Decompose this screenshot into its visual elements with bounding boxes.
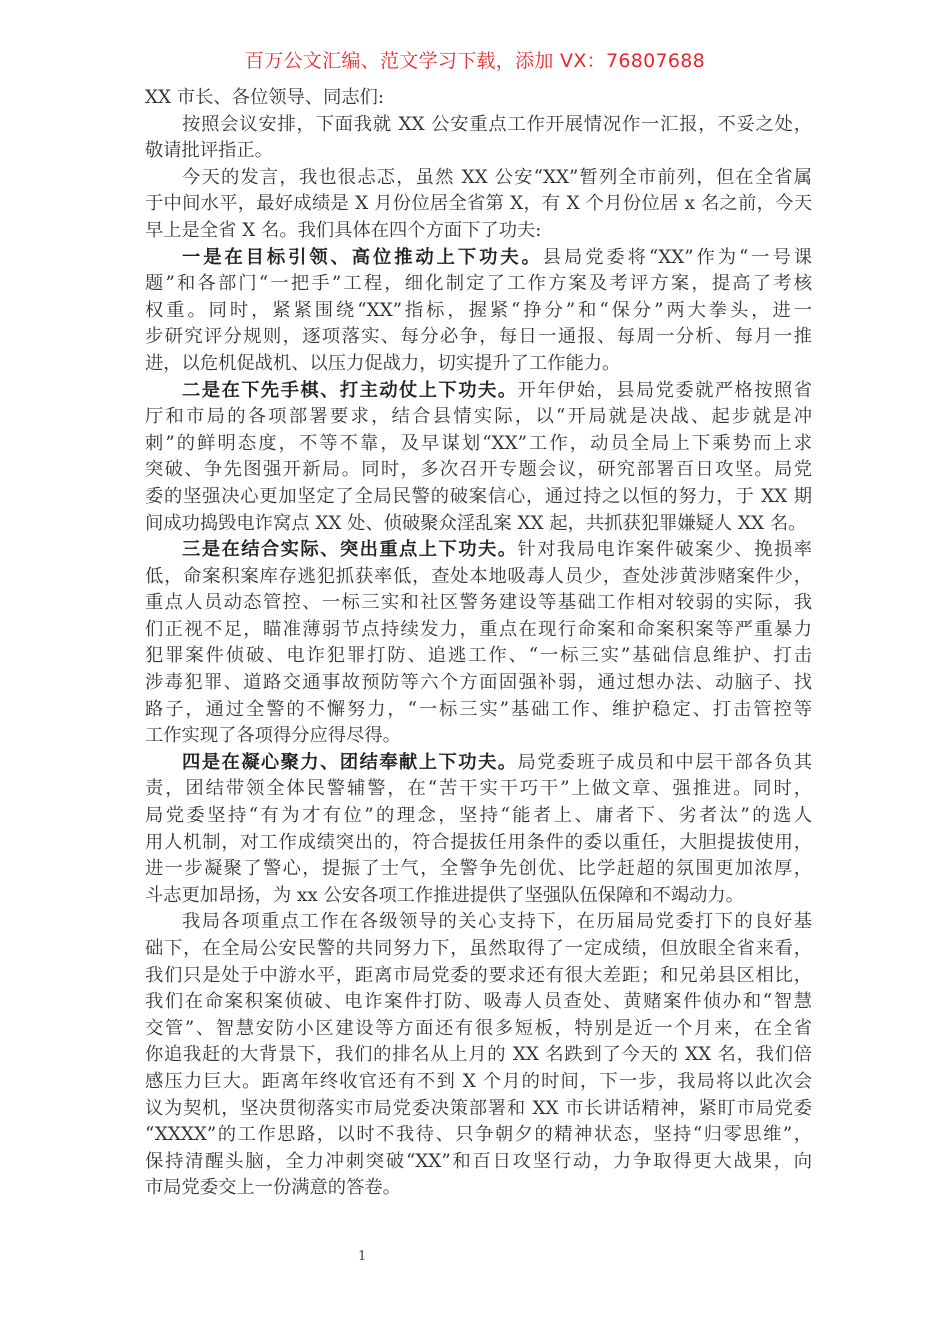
- line-text: 局党委班子成员和中层干部各负其: [517, 751, 813, 773]
- text-line: [145, 404, 812, 431]
- text-line: [145, 165, 812, 192]
- line-text: 议为契机，坚决贯彻落实市局党委决策部署和 XX 市长讲话精神，紧盯市局党委: [145, 1097, 812, 1119]
- paragraph: [145, 750, 812, 910]
- text-line: [145, 963, 812, 990]
- text-line: [145, 1122, 812, 1149]
- text-line: [145, 989, 812, 1016]
- text-line: [145, 670, 812, 697]
- text-line: [145, 723, 812, 750]
- text-line: [145, 883, 812, 910]
- line-text: 按照会议安排，下面我就 XX 公安重点工作开展情况作一汇报，不妥之处，: [182, 113, 812, 135]
- text-line: [145, 537, 812, 564]
- text-line: [145, 324, 812, 351]
- line-text: 重点人员动态管控、一标三实和社区警务建设等基础工作相对较弱的实际，我: [145, 592, 812, 614]
- line-text: 感压力巨大。距离年终收官还有不到 X 个月的时间，下一步，我局将以此次会: [145, 1070, 812, 1092]
- line-text: 步研究评分规则，逐项落实、每分必争，每日一通报、每周一分析、每月一推: [145, 326, 812, 348]
- line-text: 早上是全省 X 名。我们具体在四个方面下了功夫:: [145, 219, 542, 241]
- line-text: 县局党委将“XX”作为“一号课: [542, 246, 812, 268]
- paragraph: [145, 245, 812, 378]
- text-line: [145, 271, 812, 298]
- line-text: 局党委坚持“有为才有位”的理念，坚持“能者上、庸者下、劣者汰”的选人: [145, 805, 812, 827]
- text-line: [145, 936, 812, 963]
- line-text: 我们在命案积案侦破、电诈案件打防、吸毒人员查处、黄赌案件侦办和“智慧: [145, 991, 812, 1013]
- download-banner: 百万公文汇编、范文学习下载，添加 VX：76807688: [244, 50, 706, 72]
- text-line: [145, 457, 812, 484]
- line-text: 开年伊始，县局党委就严格按照省: [517, 379, 813, 401]
- line-text: “XXXX”的工作思路，以时不我待、只争朝夕的精神状态，坚持“归零思维”，: [145, 1124, 812, 1146]
- text-line: [145, 511, 812, 538]
- line-text: 你追我赶的大背景下，我们的排名从上月的 XX 名跌到了今天的 XX 名，我们倍: [145, 1044, 812, 1066]
- line-text: 斗志更加昂扬，为 xx 公安各项工作推进提供了坚强队伍保障和不竭动力。: [145, 884, 744, 906]
- text-line: [145, 617, 812, 644]
- line-text: 权重。同时，紧紧围绕“XX”指标，握紧“挣分”和“保分”两大拳头，进一: [145, 299, 812, 321]
- paragraph-heading: 四是在凝心聚力、团结奉献上下功夫。: [182, 751, 518, 773]
- text-line: [145, 1042, 812, 1069]
- text-line: [145, 909, 812, 936]
- line-text: 犯罪案件侦破、电诈犯罪打防、追逃工作、“一标三实”基础信息维护、打击: [145, 645, 812, 667]
- line-text: 进，以危机促战机、以压力促战力，切实提升了工作能力。: [145, 352, 621, 374]
- text-line: [145, 1175, 812, 1202]
- text-line: [145, 564, 812, 591]
- text-line: [145, 112, 812, 139]
- text-line: [145, 856, 812, 883]
- line-text: 委的坚强决心更加坚定了全局民警的破案信心，通过持之以恒的努力，于 XX 期: [145, 485, 812, 507]
- line-text: 们正视不足，瞄准薄弱节点持续发力，重点在现行命案和命案积案等严重暴力: [145, 618, 812, 640]
- text-line: [145, 378, 812, 405]
- text-line: [145, 218, 812, 245]
- line-text: XX 市长、各位领导、同志们:: [145, 87, 385, 108]
- line-text: 责，团结带领全体民警辅警，在“苦干实干巧干”上做文章、强推进。同时，: [145, 778, 812, 800]
- text-line: [145, 138, 812, 165]
- text-line: [145, 803, 812, 830]
- paragraph: [145, 909, 812, 1202]
- line-text: 于中间水平，最好成绩是 X 月份位居全省第 X，有 X 个月份位居 x 名之前，今天: [145, 193, 812, 215]
- text-line: [145, 1149, 812, 1176]
- text-line: [145, 1016, 812, 1043]
- text-line: [145, 1069, 812, 1096]
- text-line: [145, 191, 812, 218]
- line-text: 低，命案积案库存逃犯抓获率低，查处本地吸毒人员少，查处涉黄涉赌案件少，: [145, 565, 812, 587]
- line-text: 保持清醒头脑，全力冲刺突破“XX”和百日攻坚行动，力争取得更大战果，向: [145, 1150, 812, 1172]
- line-text: 交管”、智慧安防小区建设等方面还有很多短板，特别是近一个月来，在全省: [145, 1017, 812, 1039]
- line-text: 工作实现了各项得分应得尽得。: [145, 725, 401, 747]
- line-text: 进一步凝聚了警心，提振了士气，全警争先创优、比学赶超的氛围更加浓厚，: [145, 858, 812, 880]
- line-text: 刺”的鲜明态度，不等不靠，及早谋划“XX”工作，动员全局上下乘势而上求: [145, 432, 812, 454]
- line-text: 间成功捣毁电诈窝点 XX 处、侦破聚众淫乱案 XX 起，共抓获犯罪嫌疑人 XX 名。: [145, 512, 807, 534]
- text-line: [145, 776, 812, 803]
- line-text: 厅和市局的各项部署要求，结合县情实际，以“开局就是决战、起步就是冲: [145, 406, 812, 428]
- paragraph: [145, 165, 812, 245]
- paragraph: [145, 537, 812, 750]
- line-text: 突破、争先图强开新局。同时，多次召开专题会议，研究部署百日攻坚。局党: [145, 459, 812, 481]
- page-number: 1: [358, 1249, 367, 1264]
- paragraph-heading: 三是在结合实际、突出重点上下功夫。: [182, 539, 518, 561]
- text-line: [145, 351, 812, 378]
- line-text: 针对我局电诈案件破案少、挽损率: [517, 539, 813, 561]
- line-text: 路子，通过全警的不懈努力，“一标三实”基础工作、维护稳定、打击管控等: [145, 698, 812, 720]
- paragraph: [145, 112, 812, 165]
- document-body: [145, 85, 812, 1202]
- text-line: [145, 697, 812, 724]
- text-line: [145, 245, 812, 272]
- paragraph: [145, 85, 812, 112]
- text-line: [145, 590, 812, 617]
- text-line: [145, 85, 812, 112]
- paragraph-heading: 二是在下先手棋、打主动仗上下功夫。: [182, 379, 518, 401]
- text-line: [145, 643, 812, 670]
- line-text: 我局各项重点工作在各级领导的关心支持下，在历届局党委打下的良好基: [182, 911, 812, 933]
- text-line: [145, 750, 812, 777]
- text-line: [145, 298, 812, 325]
- line-text: 础下，在全局公安民警的共同努力下，虽然取得了一定成绩，但放眼全省来看，: [145, 938, 812, 959]
- line-text: 市局党委交上一份满意的答卷。: [145, 1177, 401, 1199]
- paragraph: [145, 378, 812, 538]
- line-text: 敬请批评指正。: [145, 140, 273, 162]
- line-text: 用人机制，对工作成绩突出的，符合提拔任用条件的委以重任，大胆提拔使用，: [145, 831, 812, 853]
- text-line: [145, 1096, 812, 1123]
- text-line: [145, 431, 812, 458]
- text-line: [145, 484, 812, 511]
- paragraph-heading: 一是在目标引领、高位推动上下功夫。: [182, 246, 543, 268]
- line-text: 题”和各部门“一把手”工程，细化制定了工作方案及考评方案，提高了考核: [145, 273, 812, 295]
- text-line: [145, 830, 812, 857]
- line-text: 我们只是处于中游水平，距离市局党委的要求还有很大差距；和兄弟县区相比，: [145, 964, 812, 986]
- line-text: 涉毒犯罪、道路交通事故预防等六个方面固强补弱，通过想办法、动脑子、找: [145, 672, 812, 694]
- line-text: 今天的发言，我也很忐忑，虽然 XX 公安“XX”暂列全市前列，但在全省属: [182, 166, 812, 188]
